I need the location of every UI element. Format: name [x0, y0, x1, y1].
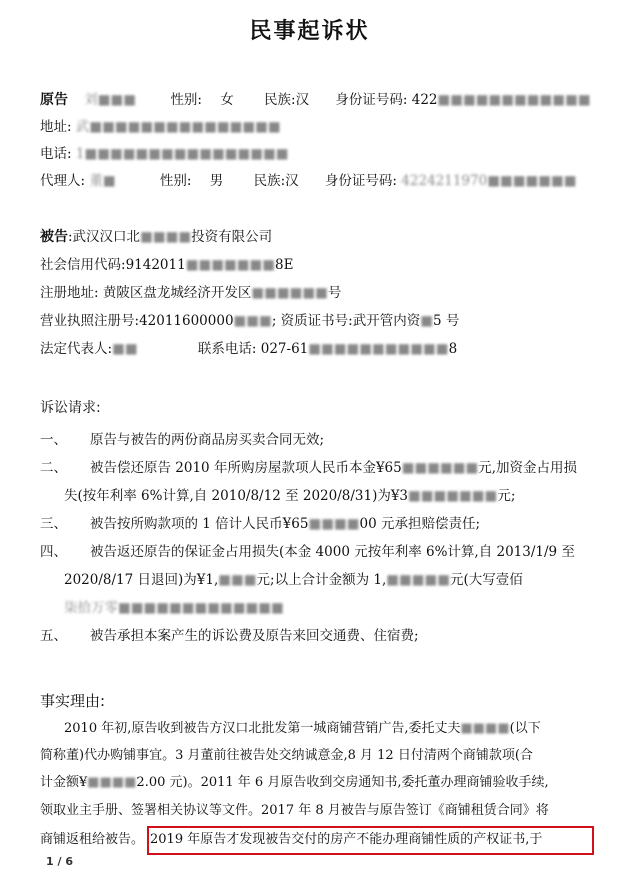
- claim-text: 被告承担本案产生的诉讼费及原告来回交通费、住宿费;: [90, 628, 419, 644]
- facts-text: 计金额¥: [40, 775, 88, 790]
- redacted-block: ■: [420, 313, 433, 329]
- claim-number: 二、: [40, 460, 67, 476]
- credit-prefix: 9142011: [125, 257, 186, 273]
- claim-number: 一、: [40, 432, 67, 448]
- claim-item-3: [40, 515, 481, 533]
- redacted-block: ■■■■■■■: [185, 257, 275, 273]
- redacted-block: ■■■: [233, 313, 272, 329]
- page-title: 民事起诉状: [249, 19, 370, 44]
- license-value: 42011600000: [139, 313, 234, 329]
- claim-item-2: [40, 459, 578, 477]
- defendant-name-suffix: 投资有限公司: [191, 229, 273, 245]
- facts-line-4: 领取业主手册、签署相关协议等文件。2017 年 8 月被告与原告签订《商铺租赁合同》将: [40, 803, 549, 818]
- plaintiff-phone-label: 电话:: [40, 146, 72, 162]
- defendant-name-prefix: :武汉汉口北: [68, 229, 141, 245]
- claim-number: 四、: [40, 544, 67, 560]
- rep-label: 法定代表人:: [40, 341, 113, 357]
- redacted-block: ■■■■■■■■■■■■: [437, 92, 591, 108]
- claim-item-5: [40, 627, 419, 645]
- agent-id-label: 身份证号码:: [324, 173, 397, 189]
- plaintiff-address-row: [40, 118, 281, 136]
- agent-row: [40, 172, 577, 190]
- redacted-block: ■■■■■■■: [408, 488, 498, 504]
- claim-item-4: [40, 543, 575, 561]
- claim-item-2-cont: [64, 487, 515, 505]
- rep-contact-prefix: 027-61: [260, 341, 309, 357]
- facts-line-3: [40, 769, 549, 796]
- redacted-block: ■■■■■■■■■■■■■■■■: [84, 146, 289, 162]
- claims-heading: 诉讼请求:: [40, 400, 101, 416]
- agent-gender: 男: [209, 173, 224, 189]
- defendant-row: [40, 228, 272, 246]
- claim-text: 原告与被告的两份商品房买卖合同无效;: [90, 432, 325, 448]
- claim-text: 失(按年利率 6%计算,自 2010/8/12 至 2020/8/31)为¥3: [64, 488, 409, 504]
- claim-text: 被告返还原告的保证金占用损失(本金 4000 元按年利率 6%计算,自 2013/1/9 至: [90, 544, 575, 560]
- plaintiff-address-label: 地址:: [40, 119, 72, 135]
- claim-item-1: [40, 431, 325, 449]
- claim-text: 被告偿还原告 2010 年所购房屋款项人民币本金¥65: [90, 460, 402, 476]
- redacted-block: ■■■: [218, 572, 257, 588]
- page-number: 1 / 6: [46, 855, 73, 868]
- claim-text-tail: 元,加资金占用损: [478, 460, 578, 476]
- qual-suffix: 5 号: [433, 313, 460, 329]
- facts-text: 2010 年初,原告收到被告方汉口北批发第一城商铺营销广告,委托丈夫: [64, 721, 461, 736]
- claim-text: 元;以上合计金额为 1,: [256, 572, 387, 588]
- redacted-block: ■■■■■■■: [487, 173, 577, 189]
- facts-text: (以下: [509, 721, 541, 736]
- plaintiff-label: 原告: [40, 92, 68, 108]
- claim-item-4-cont2: [64, 599, 284, 617]
- claim-text: 2020/8/17 日退回)为¥1,: [64, 572, 219, 588]
- facts-line-1: [64, 715, 541, 742]
- facts-line-2: 简称董)代办购铺事宜。3 月董前往被告处交纳诚意金,8 月 12 日付清两个商铺款项(合: [40, 748, 533, 763]
- qual-prefix: 武开管内资: [352, 313, 421, 329]
- redacted-block: ■■■■: [308, 516, 360, 532]
- defendant-label: 被告: [40, 229, 68, 245]
- credit-row: [40, 256, 293, 274]
- license-label: 营业执照注册号:: [40, 313, 140, 329]
- rep-row: [40, 340, 457, 358]
- claim-text: 柒拾万零: [64, 600, 118, 616]
- plaintiff-name: 刘: [84, 92, 98, 108]
- license-row: 营业执照注册号:42011600000■■■; 资质证书号:武开管内资■5 号: [40, 313, 460, 329]
- facts-text: 商铺返租给被告。: [40, 832, 145, 847]
- plaintiff-row: [40, 91, 591, 109]
- facts-heading: 事实理由:: [40, 692, 106, 710]
- claim-number: 五、: [40, 628, 67, 644]
- agent-label: 代理人:: [40, 173, 86, 189]
- reg-address-prefix: 黄陂区盘龙城经济开发区: [102, 285, 252, 301]
- redacted-block: ■■: [112, 341, 138, 357]
- redacted-block: ■■■■: [460, 721, 510, 736]
- claim-item-4-cont: [64, 571, 523, 589]
- agent-ethnic: 民族:汉: [253, 173, 299, 189]
- reg-address-suffix: 号: [327, 285, 342, 301]
- plaintiff-gender-label: 性别:: [170, 92, 202, 108]
- plaintiff-phone-row: [40, 145, 289, 163]
- redacted-block: ■■■■■■■■■■■: [308, 341, 449, 357]
- claim-text: 00 元承担赔偿责任;: [359, 516, 481, 532]
- agent-gender-label: 性别:: [159, 173, 192, 189]
- facts-highlighted-text: 2019 年原告才发现被告交付的房产不能办理商铺性质的产权证书,于: [150, 832, 543, 847]
- rep-contact-label: 联系电话:: [197, 341, 257, 357]
- rep-contact-suffix: 8: [448, 341, 458, 357]
- plaintiff-gender: 女: [220, 92, 234, 108]
- qual-label: 资质证书号:: [280, 313, 353, 329]
- plaintiff-id-label: 身份证号码:: [335, 92, 408, 108]
- credit-label: 社会信用代码:: [40, 257, 126, 273]
- plaintiff-id: 422: [411, 92, 438, 108]
- reg-address-label: 注册地址:: [40, 285, 99, 301]
- credit-suffix: 8E: [274, 257, 294, 273]
- redacted-block: ■■■■■■: [251, 285, 328, 301]
- plaintiff-address: 武: [75, 119, 90, 135]
- redacted-block: ■■■■■: [386, 572, 451, 588]
- redacted-block: ■■■■: [140, 229, 192, 245]
- redacted-block: ■■■■■■: [401, 460, 479, 476]
- claim-text: 元(大写壹佰: [450, 572, 523, 588]
- highlight-box: [147, 826, 594, 855]
- redacted-block: ■■■■■■■■■■■■■■■: [89, 119, 281, 135]
- redacted-block: ■■■: [97, 92, 137, 108]
- plaintiff-phone: 1: [75, 146, 85, 162]
- redacted-block: ■■■■■■■■■■■■■: [118, 600, 284, 616]
- claim-text-tail: 元;: [497, 488, 516, 504]
- agent-id: 4224211970: [401, 173, 488, 189]
- redacted-block: ■■■■: [87, 775, 137, 790]
- facts-text: 2.00 元)。2011 年 6 月原告收到交房通知书,委托董办理商铺验收手续,: [136, 775, 549, 790]
- agent-name: 董: [89, 173, 103, 189]
- claim-text: 被告按所购款项的 1 倍计人民币¥65: [90, 516, 309, 532]
- redacted-block: ■: [102, 173, 116, 189]
- reg-address-row: [40, 284, 341, 302]
- claim-number: 三、: [40, 516, 67, 532]
- plaintiff-ethnic: 民族:汉: [264, 92, 310, 108]
